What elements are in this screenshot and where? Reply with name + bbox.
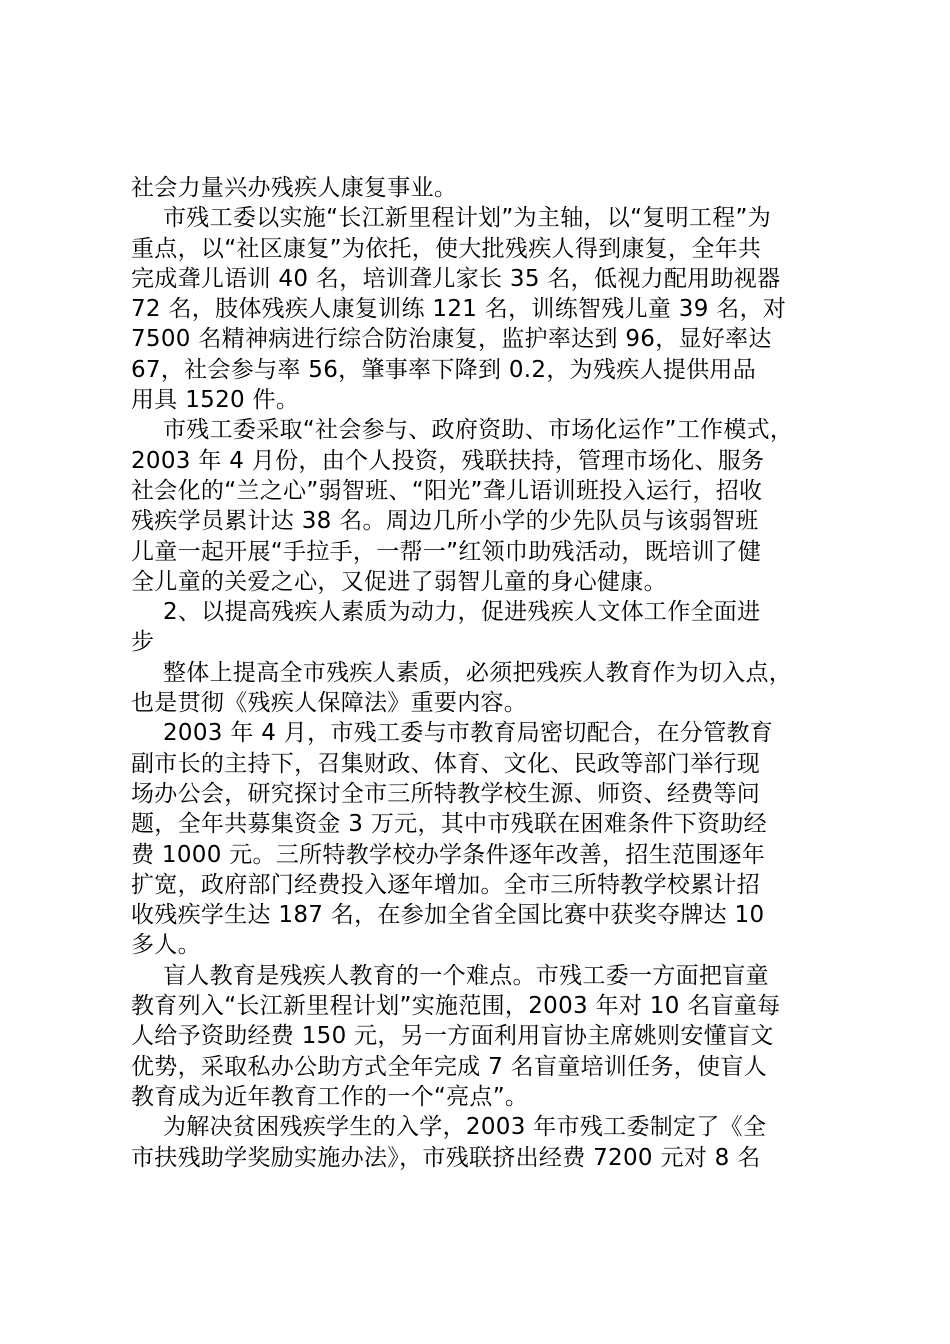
text-line: 场办公会，研究探讨全市三所特教学校生源、师资、经费等问 [131,780,761,807]
text-line: 2003 年 4 月，市残工委与市教育局密切配合，在分管教育 [163,720,774,747]
text-line: 72 名，肢体残疾人康复训练 121 名，训练智残儿童 39 名，对 [131,296,787,323]
text-line: 整体上提高全市残疾人素质，必须把残疾人教育作为切入点， [163,659,793,686]
text-line: 收残疾学生达 187 名，在参加全省全国比赛中获奖夺牌达 10 [131,902,765,929]
text-line: 儿童一起开展“手拉手，一帮一”红领巾助残活动，既培训了健 [131,538,762,565]
text-line: 2、以提高残疾人素质为动力，促进残疾人文体工作全面进 [163,599,761,626]
text-line: 用具 1520 件。 [131,387,300,414]
text-line: 步 [131,629,155,656]
text-line: 全儿童的关爱之心，又促进了弱智儿童的身心健康。 [131,568,667,595]
text-line: 费 1000 元。三所特教学校办学条件逐年改善，招生范围逐年 [131,841,766,868]
body-text [131,173,851,1173]
text-line: 67，社会参与率 56，肇事率下降到 0.2，为残疾人提供用品 [131,356,757,383]
text-line: 2003 年 4 月份，由个人投资，残联扶持，管理市场化、服务 [131,447,765,474]
text-line: 市残工委以实施“长江新里程计划”为主轴，以“复明工程”为 [163,205,772,232]
text-line: 教育成为近年教育工作的一个“亮点”。 [131,1083,529,1110]
text-line: 7500 名精神病进行综合防治康复，监护率达到 96，显好率达 [131,326,772,353]
text-line: 题，全年共募集资金 3 万元，其中市残联在困难条件下资助经 [131,811,767,838]
text-line: 人给予资助经费 150 元，另一方面利用盲协主席姚则安懂盲文 [131,1023,774,1050]
text-line: 也是贯彻《残疾人保障法》重要内容。 [131,690,528,717]
text-line: 盲人教育是残疾人教育的一个难点。市残工委一方面把盲童 [163,962,769,989]
text-line: 重点，以“社区康复”为依托，使大批残疾人得到康复，全年共 [131,235,762,262]
text-line: 市残工委采取“社会参与、政府资助、市场化运作”工作模式， [163,417,794,444]
text-line: 扩宽，政府部门经费投入逐年增加。全市三所特教学校累计招 [131,871,761,898]
text-line: 社会力量兴办残疾人康复事业。 [131,175,458,201]
text-line: 残疾学员累计达 38 名。周边几所小学的少先队员与该弱智班 [131,508,759,535]
text-line: 市扶残助学奖励实施办法》，市残联挤出经费 7200 元对 8 名 [131,1144,761,1171]
text-line: 为解决贫困残疾学生的入学，2003 年市残工委制定了《全 [163,1114,767,1141]
text-line: 多人。 [131,932,201,959]
text-line: 优势，采取私办公助方式全年完成 7 名盲童培训任务，使盲人 [131,1053,767,1080]
text-line: 完成聋儿语训 40 名，培训聋儿家长 35 名，低视力配用助视器 [131,265,781,292]
text-line: 社会化的“兰之心”弱智班、“阳光”聋儿语训班投入运行，招收 [131,477,763,504]
text-line: 教育列入“长江新里程计划”实施范围，2003 年对 10 名盲童每 [131,993,781,1020]
text-line: 副市长的主持下，召集财政、体育、文化、民政等部门举行现 [131,750,761,777]
